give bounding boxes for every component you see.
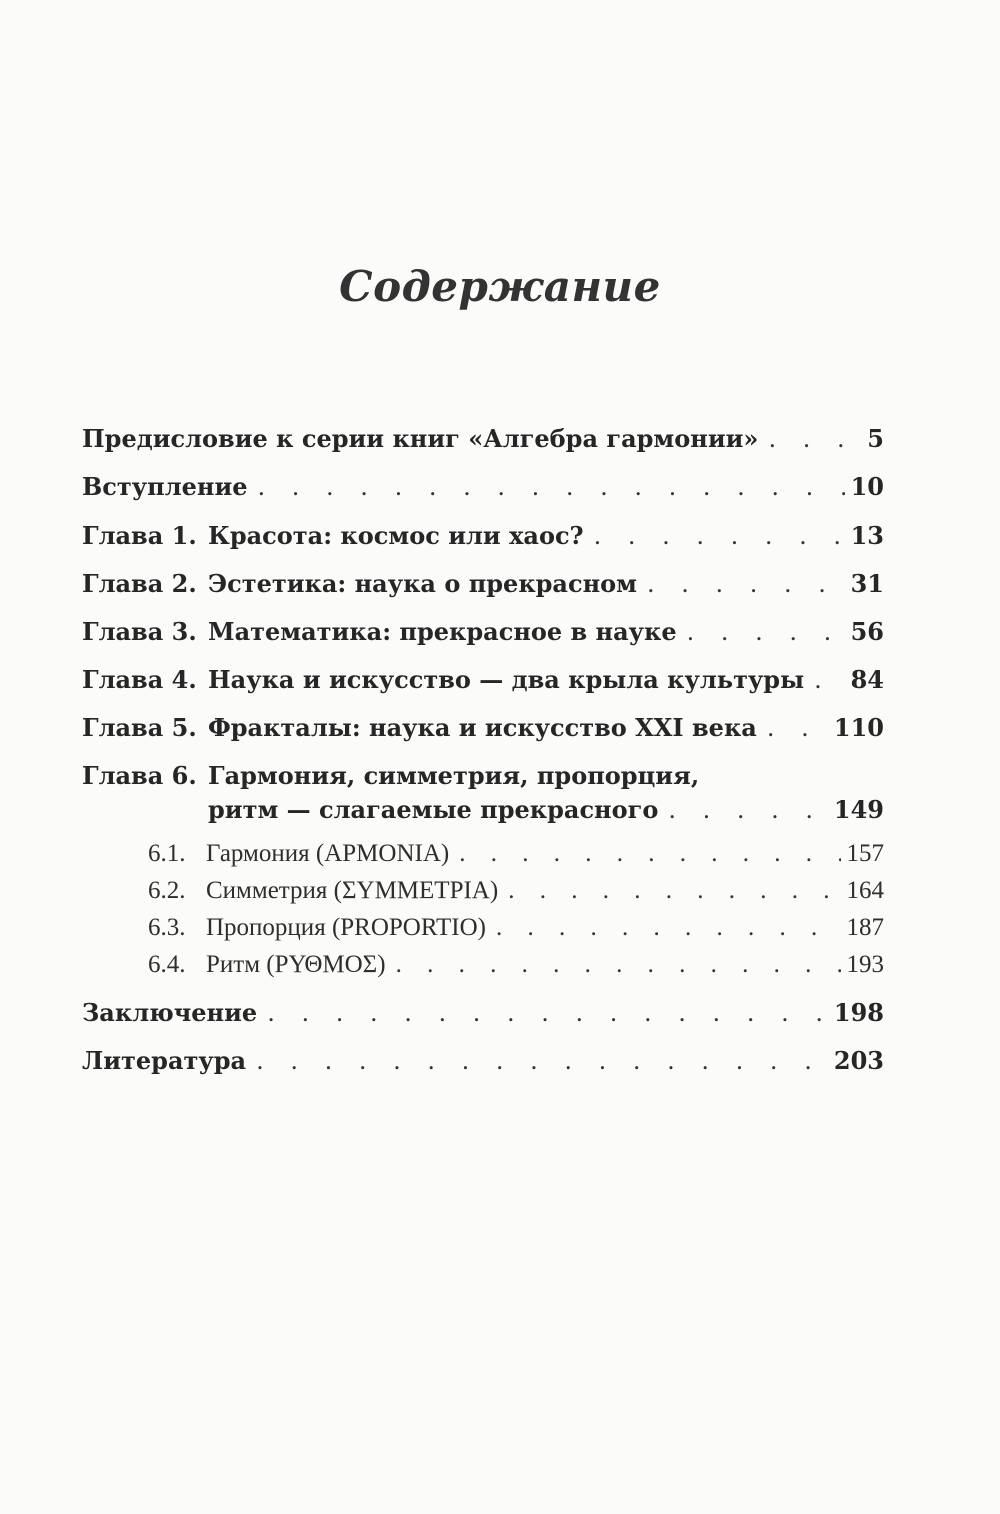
toc-entry-page: 31 bbox=[850, 569, 884, 598]
toc-entry-label-line-2: ритм — слагаемые прекрасного bbox=[208, 795, 659, 824]
toc-entry-label: Математика: прекрасное в науке bbox=[208, 617, 677, 646]
dot-leader bbox=[459, 840, 840, 868]
toc-entry-label-line-1: Гармония, симметрия, пропорция, bbox=[208, 761, 700, 790]
section-number: 6.2. bbox=[148, 877, 186, 904]
toc-entry-introduction[interactable] bbox=[82, 472, 884, 501]
toc-entry-label: Симметрия (ΣΥΜΜΕΤΡΙΑ) bbox=[206, 877, 499, 904]
dot-leader bbox=[668, 796, 828, 824]
toc-entry-page: 110 bbox=[833, 713, 884, 742]
toc-entry-chapter-1[interactable] bbox=[82, 521, 884, 550]
toc-entry-section-6-2[interactable] bbox=[82, 877, 884, 905]
toc-entry-label: Фракталы: наука и искусство XXI века bbox=[208, 713, 757, 742]
page-title: Содержание bbox=[339, 262, 661, 311]
toc-entry-label: Ритм (ΡΥΘΜΟΣ) bbox=[206, 951, 386, 978]
toc-entry-label: Литература bbox=[82, 1046, 247, 1075]
toc-entry-chapter-2[interactable] bbox=[82, 569, 884, 598]
dot-leader bbox=[814, 666, 844, 694]
dot-leader bbox=[396, 951, 841, 979]
toc-entry-page: 13 bbox=[850, 521, 884, 550]
toc-entry-section-6-1[interactable] bbox=[82, 840, 884, 868]
toc-entry-page: 164 bbox=[846, 877, 884, 904]
toc-entry-chapter-3[interactable] bbox=[82, 617, 884, 646]
toc-entry-page: 193 bbox=[846, 951, 884, 978]
toc-entry-page: 56 bbox=[850, 617, 884, 646]
section-number: 6.1. bbox=[148, 840, 186, 867]
dot-leader bbox=[768, 425, 861, 453]
section-number: 6.4. bbox=[148, 951, 186, 978]
toc-entry-page: 84 bbox=[850, 665, 884, 694]
chapter-number: Глава 2. bbox=[82, 569, 197, 598]
chapter-number: Глава 1. bbox=[82, 521, 197, 550]
toc-entry-preface[interactable] bbox=[82, 424, 884, 453]
toc-entry-section-6-3[interactable] bbox=[82, 914, 884, 942]
chapter-number: Глава 6. bbox=[82, 761, 197, 790]
toc-entry-bibliography[interactable] bbox=[82, 1046, 884, 1075]
toc-entry-chapter-5[interactable] bbox=[82, 713, 884, 742]
toc-entry-chapter-6[interactable] bbox=[82, 761, 884, 790]
toc-entry-label: Вступление bbox=[82, 472, 248, 501]
toc-entry-page: 157 bbox=[846, 840, 884, 867]
toc-entry-page: 198 bbox=[833, 998, 884, 1027]
toc-entry-chapter-4[interactable] bbox=[82, 665, 884, 694]
toc-entry-label: Наука и искусство — два крыла культуры bbox=[208, 665, 805, 694]
toc-entry-label: Предисловие к серии книг «Алгебра гармонии» bbox=[82, 424, 759, 453]
toc-entry-label: Заключение bbox=[82, 998, 258, 1027]
toc-entry-page: 149 bbox=[833, 795, 884, 824]
toc-entry-label: Гармония (АРМОNIA) bbox=[206, 840, 450, 867]
toc-entry-chapter-6-continuation[interactable] bbox=[82, 795, 884, 824]
dot-leader bbox=[256, 1047, 828, 1075]
dot-leader bbox=[267, 999, 828, 1027]
dot-leader bbox=[258, 473, 845, 501]
toc-entry-label: Пропорция (PROPORTIO) bbox=[206, 914, 487, 941]
dot-leader bbox=[594, 522, 845, 550]
dot-leader bbox=[687, 618, 845, 646]
dot-leader bbox=[767, 714, 828, 742]
toc-entry-page: 203 bbox=[833, 1046, 884, 1075]
toc-entry-conclusion[interactable] bbox=[82, 998, 884, 1027]
toc-entry-page: 5 bbox=[867, 424, 884, 453]
toc-entry-section-6-4[interactable] bbox=[82, 951, 884, 979]
toc-entry-label: Красота: космос или хаос? bbox=[208, 521, 584, 550]
toc-entry-page: 10 bbox=[850, 472, 884, 501]
dot-leader bbox=[496, 914, 840, 942]
toc-entry-page: 187 bbox=[846, 914, 884, 941]
dot-leader bbox=[508, 877, 840, 905]
section-number: 6.3. bbox=[148, 914, 186, 941]
chapter-number: Глава 4. bbox=[82, 665, 197, 694]
chapter-number: Глава 5. bbox=[82, 713, 197, 742]
dot-leader bbox=[647, 570, 845, 598]
toc-entry-label: Эстетика: наука о прекрасном bbox=[208, 569, 638, 598]
chapter-number: Глава 3. bbox=[82, 617, 197, 646]
